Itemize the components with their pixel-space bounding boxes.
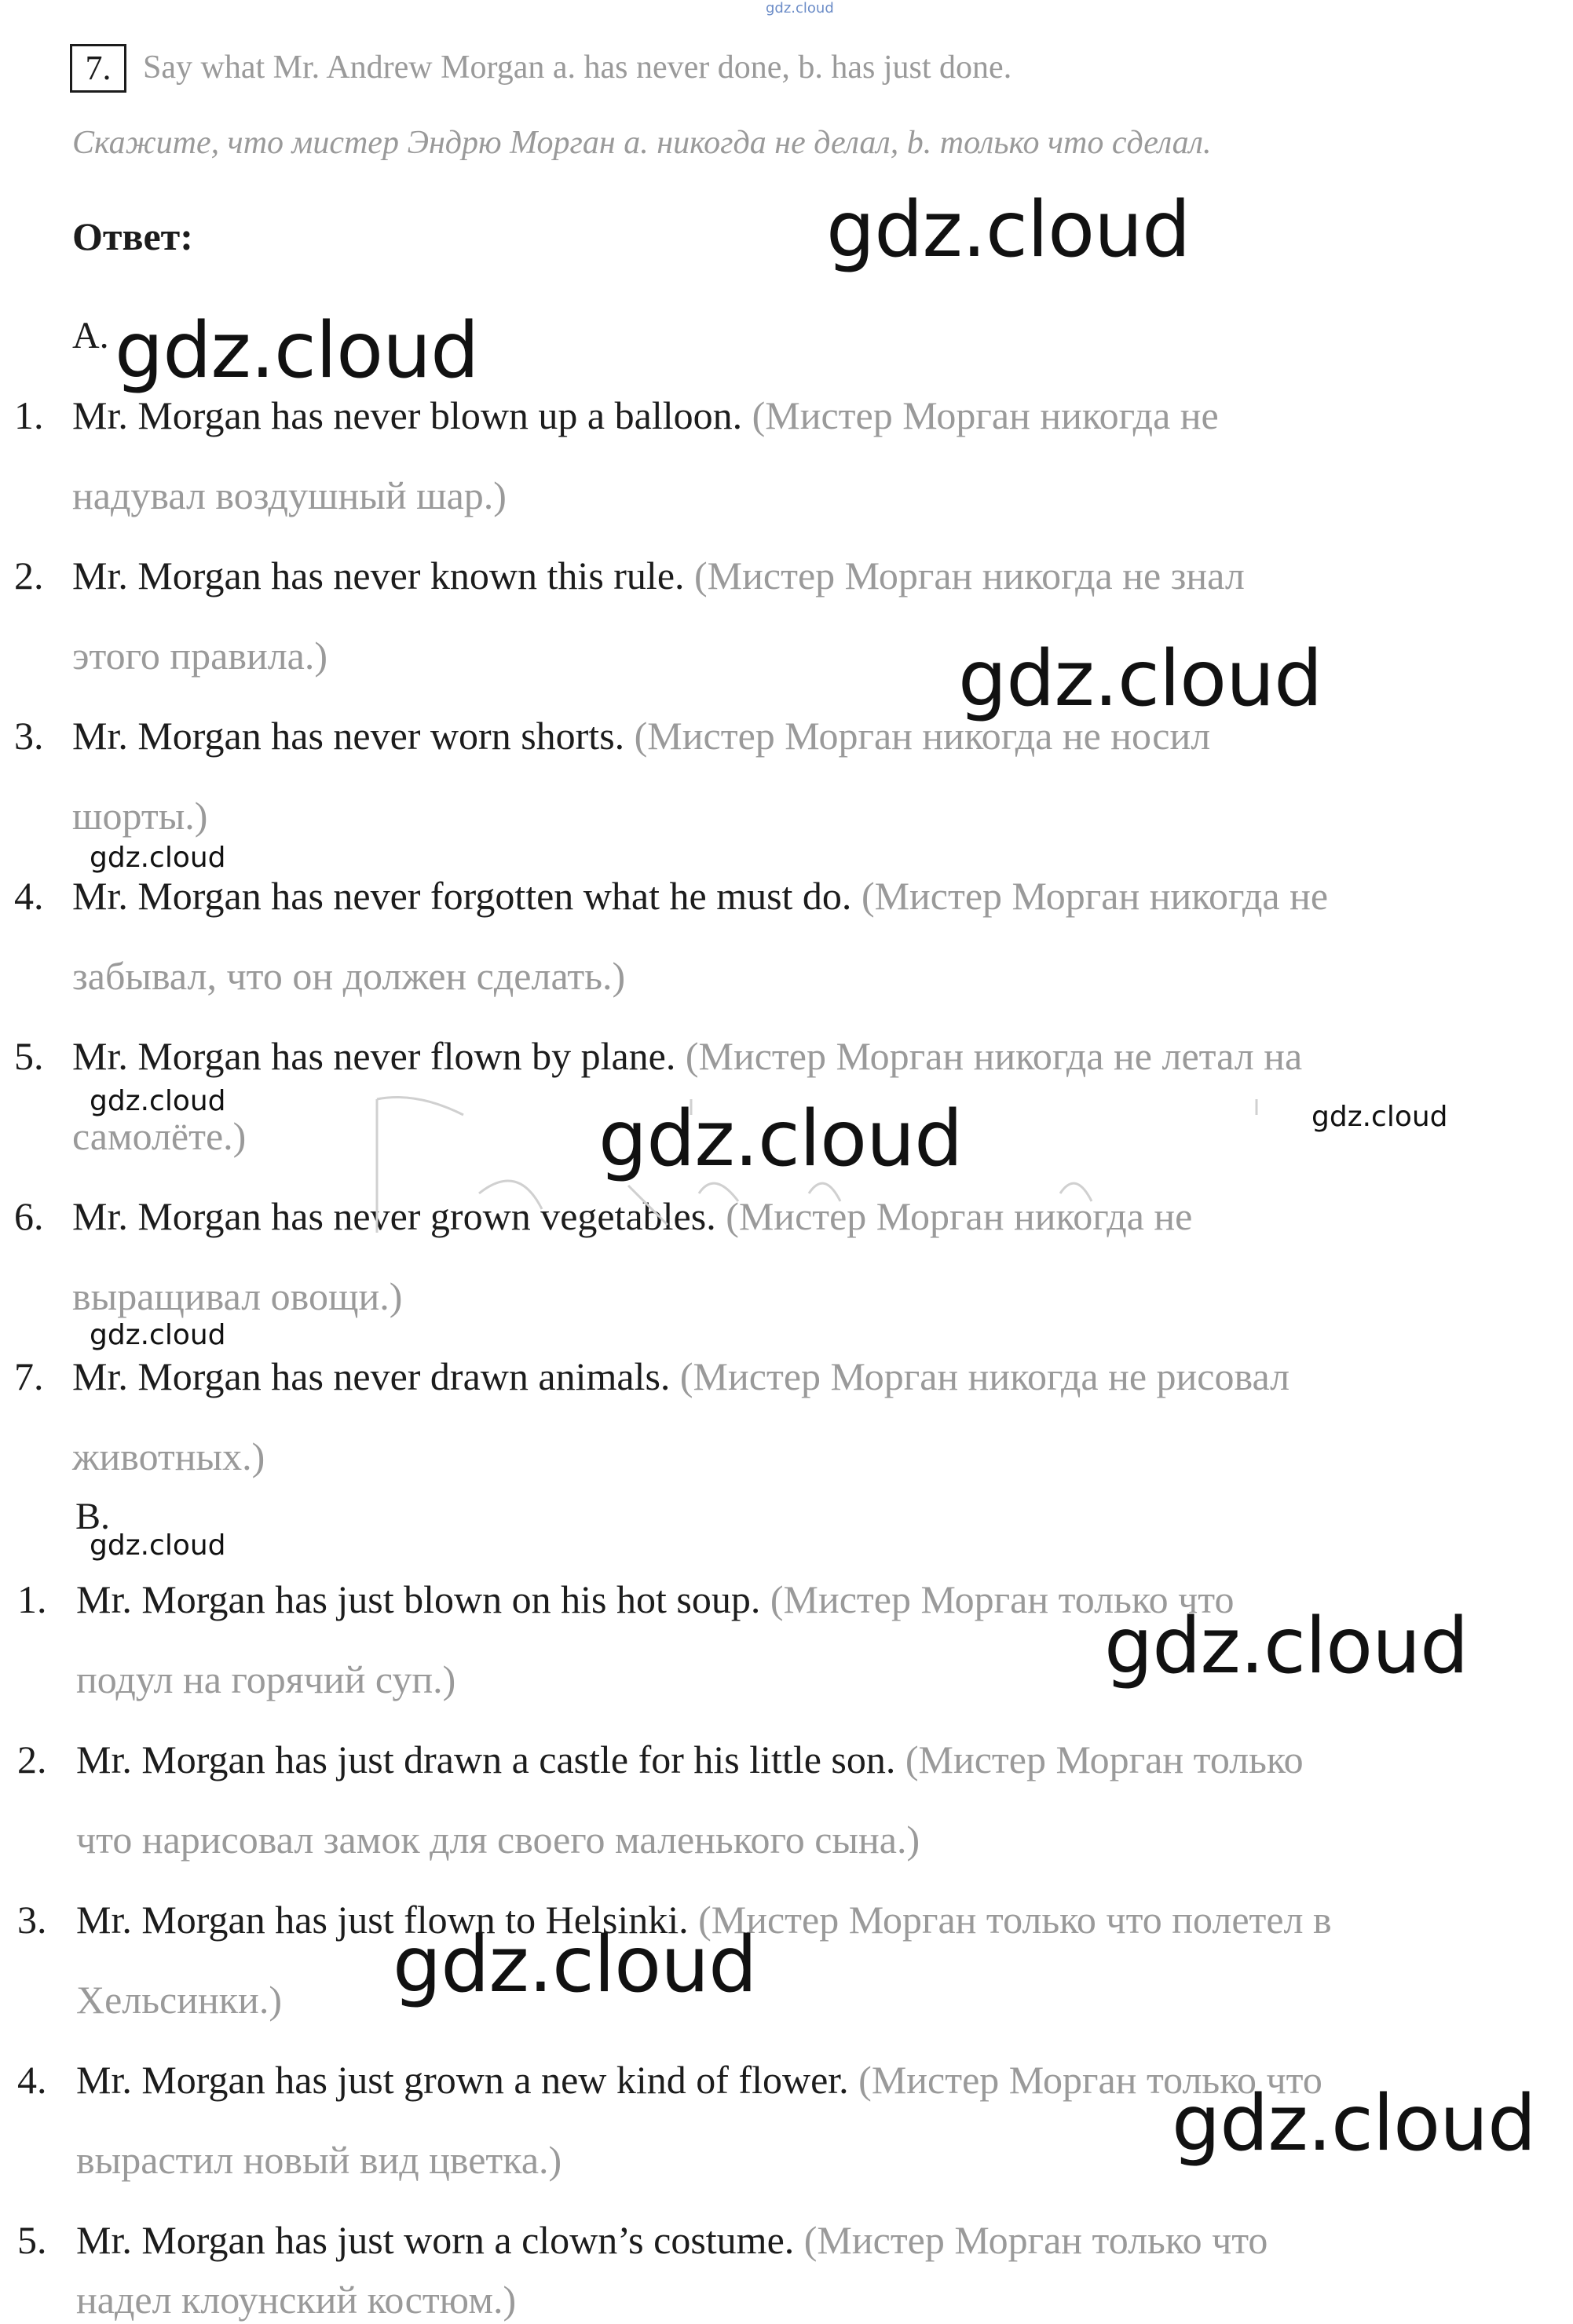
watermark-text: gdz.cloud bbox=[826, 185, 1191, 275]
section-b-letter: B. bbox=[75, 1496, 111, 1537]
list-item-number: 1. bbox=[14, 393, 44, 437]
item-russian-cont: вырастил новый вид цветка.) bbox=[76, 2138, 562, 2182]
item-russian-cont: Хельсинки.) bbox=[76, 1978, 282, 2022]
item-russian-cont: шорты.) bbox=[72, 794, 208, 838]
list-item bbox=[76, 2217, 1268, 2263]
watermark-text: gdz.cloud bbox=[1104, 1602, 1469, 1691]
task-number: 7. bbox=[70, 44, 126, 93]
watermark-text: gdz.cloud bbox=[393, 1920, 757, 2010]
item-english: Mr. Morgan has just drawn a castle for his little son. bbox=[76, 1738, 896, 1781]
watermark-text: gdz.cloud bbox=[115, 306, 479, 396]
watermark-text-small: gdz.cloud bbox=[90, 1319, 226, 1351]
list-item bbox=[76, 1737, 1304, 1782]
list-item-number: 7. bbox=[14, 1354, 44, 1398]
item-russian: (Мистер Морган никогда не bbox=[861, 874, 1329, 918]
item-russian-cont: животных.) bbox=[72, 1434, 265, 1478]
list-item-number: 4. bbox=[14, 874, 44, 918]
list-item bbox=[76, 1577, 1235, 1622]
section-a-letter: A. bbox=[72, 315, 109, 356]
item-russian: (Мистер Морган только что bbox=[858, 2058, 1322, 2102]
item-english: Mr. Morgan has just worn a clown’s costume. bbox=[76, 2218, 795, 2262]
list-item-number: 3. bbox=[14, 714, 44, 758]
item-english: Mr. Morgan has never drawn animals. bbox=[72, 1354, 671, 1398]
task-title-ru: Скажите, что мистер Эндрю Морган a. никогда не делал, b. только что сделал. bbox=[72, 125, 1212, 161]
item-russian-cont: надувал воздушный шар.) bbox=[72, 473, 507, 517]
item-english: Mr. Morgan has never forgotten what he must do. bbox=[72, 874, 852, 918]
item-russian-cont: что нарисовал замок для своего маленького сына.) bbox=[76, 1818, 920, 1862]
watermark-text: gdz.cloud bbox=[598, 1094, 963, 1184]
watermark-text: gdz.cloud bbox=[958, 634, 1322, 724]
list-item-number: 4. bbox=[17, 2058, 47, 2102]
top-watermark: gdz.cloud bbox=[766, 0, 834, 16]
item-russian: (Мистер Морган только что bbox=[770, 1577, 1235, 1621]
list-item bbox=[76, 2057, 1322, 2103]
item-russian-cont: надел клоунский костюм.) bbox=[76, 2278, 517, 2322]
item-russian: (Мистер Морган никогда не рисовал bbox=[679, 1354, 1290, 1398]
list-item-number: 2. bbox=[14, 554, 44, 597]
list-item bbox=[72, 393, 1219, 438]
item-russian-cont: забывал, что он должен сделать.) bbox=[72, 954, 626, 998]
list-item bbox=[72, 1033, 1302, 1079]
list-item-number: 5. bbox=[17, 2218, 47, 2262]
watermark-text-small: gdz.cloud bbox=[90, 1085, 226, 1117]
list-item-number: 6. bbox=[14, 1194, 44, 1238]
list-item bbox=[72, 553, 1245, 598]
item-english: Mr. Morgan has never known this rule. bbox=[72, 554, 685, 597]
item-english: Mr. Morgan has never worn shorts. bbox=[72, 714, 625, 758]
watermark-text: gdz.cloud bbox=[1172, 2079, 1536, 2169]
list-item-number: 1. bbox=[17, 1577, 47, 1621]
list-item bbox=[72, 873, 1328, 919]
item-russian-cont: этого правила.) bbox=[72, 634, 328, 678]
item-english: Mr. Morgan has never flown by plane. bbox=[72, 1034, 676, 1078]
watermark-text-small: gdz.cloud bbox=[90, 1529, 226, 1562]
item-russian: (Мистер Морган никогда не знал bbox=[694, 554, 1245, 597]
item-english: Mr. Morgan has just grown a new kind of flower. bbox=[76, 2058, 849, 2102]
list-item-number: 2. bbox=[17, 1738, 47, 1781]
answer-label: Ответ: bbox=[72, 214, 193, 258]
item-russian-cont: подул на горячий суп.) bbox=[76, 1657, 456, 1701]
task-title-en: Say what Mr. Andrew Morgan a. has never done, b. has just done. bbox=[143, 49, 1012, 86]
item-english: Mr. Morgan has just blown on his hot soup. bbox=[76, 1577, 761, 1621]
list-item-number: 3. bbox=[17, 1898, 47, 1942]
item-english: Mr. Morgan has just flown to Helsinki. bbox=[76, 1898, 689, 1942]
item-english: Mr. Morgan has never grown vegetables. bbox=[72, 1194, 716, 1238]
item-english: Mr. Morgan has never blown up a balloon. bbox=[72, 393, 743, 437]
list-item bbox=[72, 1354, 1289, 1399]
item-russian: (Мистер Морган только что bbox=[803, 2218, 1268, 2262]
item-russian-cont: самолёте.) bbox=[72, 1114, 247, 1158]
watermark-text-small: gdz.cloud bbox=[1311, 1101, 1448, 1133]
item-russian: (Мистер Морган никогда не носил bbox=[634, 714, 1211, 758]
item-russian: (Мистер Морган только bbox=[905, 1738, 1304, 1781]
watermark-text-small: gdz.cloud bbox=[90, 842, 226, 874]
item-russian: (Мистер Морган никогда не летал на bbox=[685, 1034, 1303, 1078]
item-russian: (Мистер Морган только что полетел в bbox=[698, 1898, 1332, 1942]
item-russian-cont: выращивал овощи.) bbox=[72, 1274, 403, 1318]
list-item-number: 5. bbox=[14, 1034, 44, 1078]
item-russian: (Мистер Морган никогда не bbox=[752, 393, 1219, 437]
item-russian: (Мистер Морган никогда не bbox=[726, 1194, 1193, 1238]
